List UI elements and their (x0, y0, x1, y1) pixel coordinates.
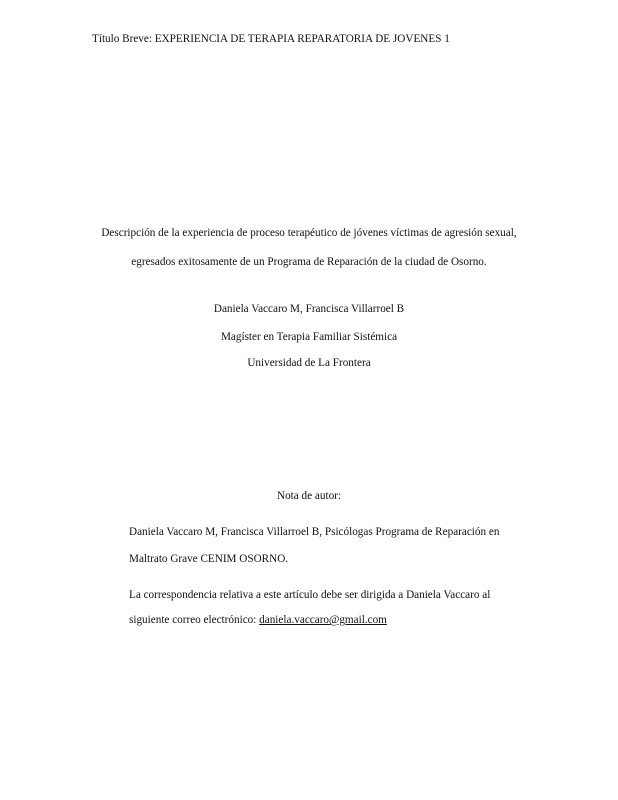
author-degree: Magíster en Terapia Familiar Sistémica (220, 331, 398, 343)
author-institution: Universidad de La Frontera (247, 357, 371, 369)
page-number: 1 (444, 33, 450, 45)
running-head-title: EXPERIENCIA DE TERAPIA REPARATORIA DE JOVENES (154, 33, 442, 45)
running-head (92, 33, 450, 45)
correspondence-line-2 (129, 614, 387, 626)
author-note-heading: Nota de autor: (277, 490, 341, 502)
paper-title-line-1: Descripción de la experiencia de proceso terapéutico de jóvenes víctimas de agresión sexual, (101, 227, 517, 239)
affiliation-line-1: Daniela Vaccaro M, Francisca Villarroel B, Psicólogas Programa de Reparación en (129, 526, 500, 538)
correspondence-prefix: siguiente correo electrónico: (129, 614, 257, 626)
affiliation-line-2: Maltrato Grave CENIM OSORNO. (129, 553, 289, 565)
paper-title-line-2: egresados exitosamente de un Programa de Reparación de la ciudad de Osorno. (131, 256, 487, 268)
email-link[interactable]: daniela.vaccaro@gmail.com (259, 614, 387, 626)
running-head-label: Título Breve: (92, 33, 152, 45)
correspondence-line-1: La correspondencia relativa a este artículo debe ser dirigida a Daniela Vaccaro al (129, 589, 491, 601)
author-names: Daniela Vaccaro M, Francisca Villarroel B (213, 303, 405, 315)
